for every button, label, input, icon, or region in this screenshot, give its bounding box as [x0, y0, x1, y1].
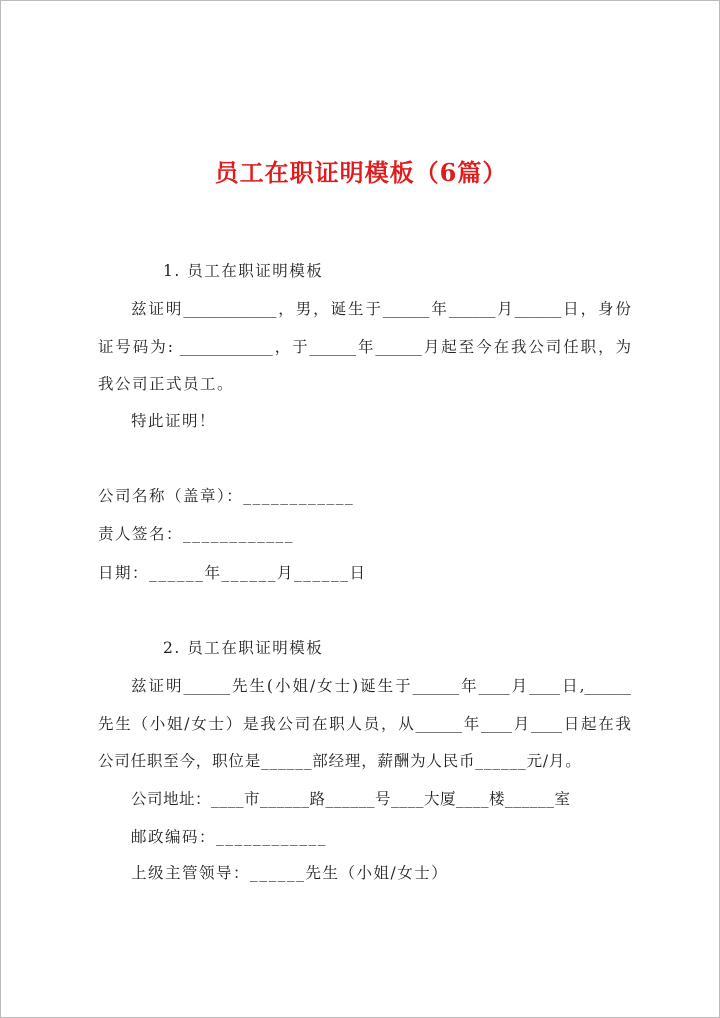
document-title: 员工在职证明模板（6篇） [214, 158, 508, 187]
section-1-signature-field: 责人签名：____________ [98, 525, 295, 543]
section-1-line-1: 兹证明____________，男，诞生于______年______月______日，身份 [131, 300, 631, 318]
section-1-heading: 1. 员工在职证明模板 [163, 262, 324, 280]
section-1-date-field: 日期：______年______月______日 [98, 564, 367, 582]
section-2-line-2: 先生（小姐/女士）是我公司在职人员，从______年____月____日起在我 [98, 715, 631, 733]
section-2-line-1: 兹证明______先生(小姐/女士)诞生于______年____月____日,______ [131, 677, 631, 695]
section-2-heading: 2. 员工在职证明模板 [163, 639, 324, 657]
section-2-address-field: 公司地址：____市______路______号____大厦____楼______室 [131, 790, 571, 808]
section-1-line-2: 证号码为: ____________，于______年______月起至今在我公司任职，为 [98, 338, 631, 356]
section-2-line-3: 公司任职至今，职位是______部经理，薪酬为人民币______元/月。 [98, 752, 582, 770]
section-2-supervisor-field: 上级主管领导：______先生（小姐/女士） [131, 864, 449, 882]
section-1-line-3: 我公司正式员工。 [98, 375, 235, 393]
section-1-company-field: 公司名称（盖章）：____________ [98, 487, 355, 505]
section-1-closing: 特此证明！ [131, 412, 217, 430]
section-2-postcode-field: 邮政编码：____________ [131, 828, 328, 846]
